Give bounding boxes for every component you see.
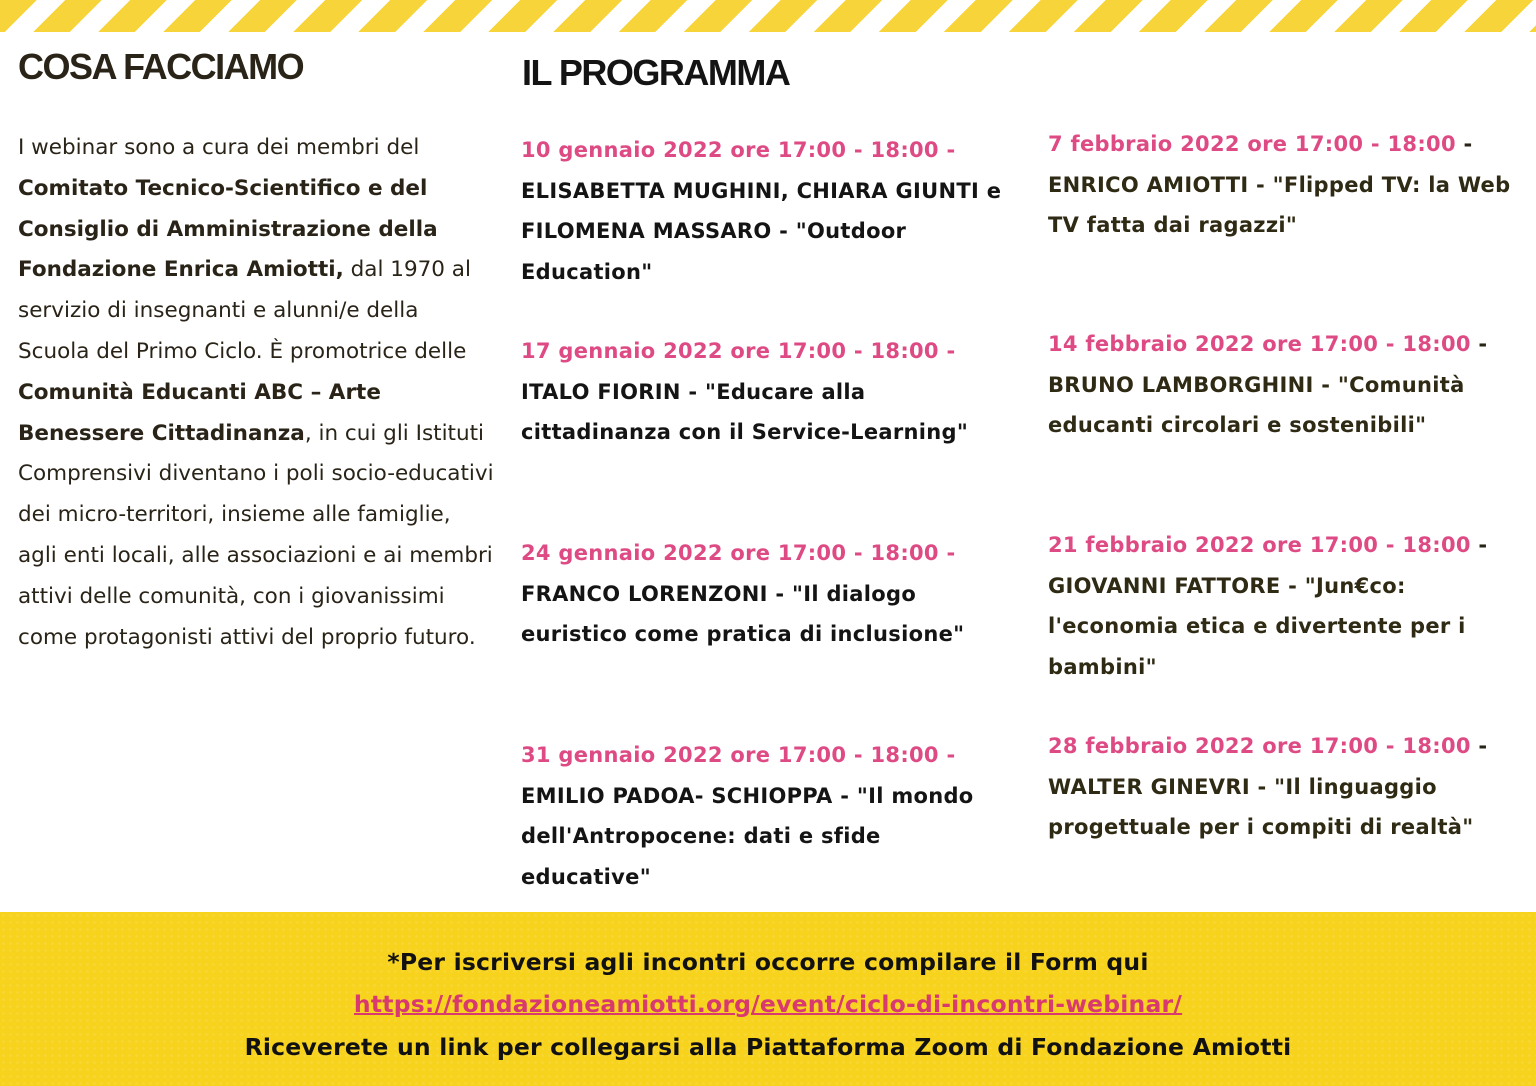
event-jan-10 (521, 130, 1021, 292)
event-description: ENRICO AMIOTTI - "Flipped TV: la Web TV fatta dai ragazzi" (1048, 172, 1511, 237)
intro-text-2: dal 1970 al servizio di insegnanti e alunni/e della Scuola del Primo Ciclo. È promotrice delle (18, 257, 471, 364)
registration-instructions: *Per iscriversi agli incontri occorre compilare il Form qui (387, 948, 1149, 976)
event-jan-24 (521, 533, 1021, 655)
event-description: BRUNO LAMBORGHINI - "Comunità educanti circolari e sostenibili" (1048, 372, 1465, 437)
cosa-facciamo-heading: COSA FACCIAMO (18, 46, 304, 87)
event-jan-31 (521, 735, 1001, 897)
event-date: 14 febbraio 2022 ore 17:00 - 18:00 (1048, 332, 1471, 356)
event-description: FRANCO LORENZONI - "Il dialogo euristico come pratica di inclusione" (521, 581, 965, 646)
event-description: ITALO FIORIN - "Educare alla cittadinanza con il Service-Learning" (521, 379, 969, 444)
event-date: 21 febbraio 2022 ore 17:00 - 18:00 (1048, 533, 1471, 557)
event-description: WALTER GINEVRI - "Il linguaggio progettuale per i compiti di realtà" (1048, 774, 1474, 839)
event-date: 17 gennaio 2022 ore 17:00 - 18:00 - (521, 339, 956, 363)
event-jan-17 (521, 331, 1021, 453)
registration-footer (0, 912, 1536, 1086)
intro-bold-1: Comitato Tecnico-Scientifico e del Consiglio di Amministrazione della Fondazione Enrica Amiotti, (18, 175, 438, 283)
event-description: GIOVANNI FATTORE - "Jun€co: l'economia etica e divertente per i bambini" (1048, 573, 1466, 679)
zoom-info: Riceverete un link per collegarsi alla Piattaforma Zoom di Fondazione Amiotti (244, 1033, 1292, 1061)
event-dash: - (1470, 533, 1488, 557)
event-feb-14 (1048, 324, 1518, 446)
intro-paragraph (18, 128, 496, 658)
striped-top-border (0, 0, 1536, 32)
event-dash: - (1470, 734, 1488, 758)
event-feb-28 (1048, 726, 1528, 848)
event-date: 24 gennaio 2022 ore 17:00 - 18:00 - (521, 541, 956, 565)
registration-link[interactable]: https://fondazioneamiotti.org/event/ciclo-di-incontri-webinar/ (353, 990, 1183, 1018)
registration-link-line (0, 990, 1536, 1018)
event-date: 10 gennaio 2022 ore 17:00 - 18:00 - (521, 138, 956, 162)
event-description: ELISABETTA MUGHINI, CHIARA GIUNTI e FILOMENA MASSARO - "Outdoor Education" (521, 178, 1002, 284)
programma-heading: IL PROGRAMMA (522, 52, 790, 93)
intro-bold-2: Comunità Educanti ABC – Arte Benessere Cittadinanza (18, 379, 381, 446)
intro-text-1: I webinar sono a cura dei membri del (18, 135, 420, 160)
event-date: 28 febbraio 2022 ore 17:00 - 18:00 (1048, 734, 1471, 758)
event-feb-21 (1048, 525, 1518, 687)
event-dash: - (1455, 132, 1473, 156)
intro-text-3: , in cui gli Istituti Comprensivi diventano i poli socio-educativi dei micro-territori, insieme alle famiglie, agli enti locali, alle associazioni e ai membri attivi delle comunità, con i giovanissimi come protagonisti attivi del proprio futuro. (18, 420, 494, 650)
event-date: 7 febbraio 2022 ore 17:00 - 18:00 (1048, 132, 1456, 156)
event-date: 31 gennaio 2022 ore 17:00 - 18:00 - (521, 743, 956, 767)
event-description: EMILIO PADOA- SCHIOPPA - "Il mondo dell'Antropocene: dati e sfide educative" (521, 783, 974, 889)
event-dash: - (1470, 332, 1488, 356)
event-feb-07 (1048, 124, 1518, 246)
